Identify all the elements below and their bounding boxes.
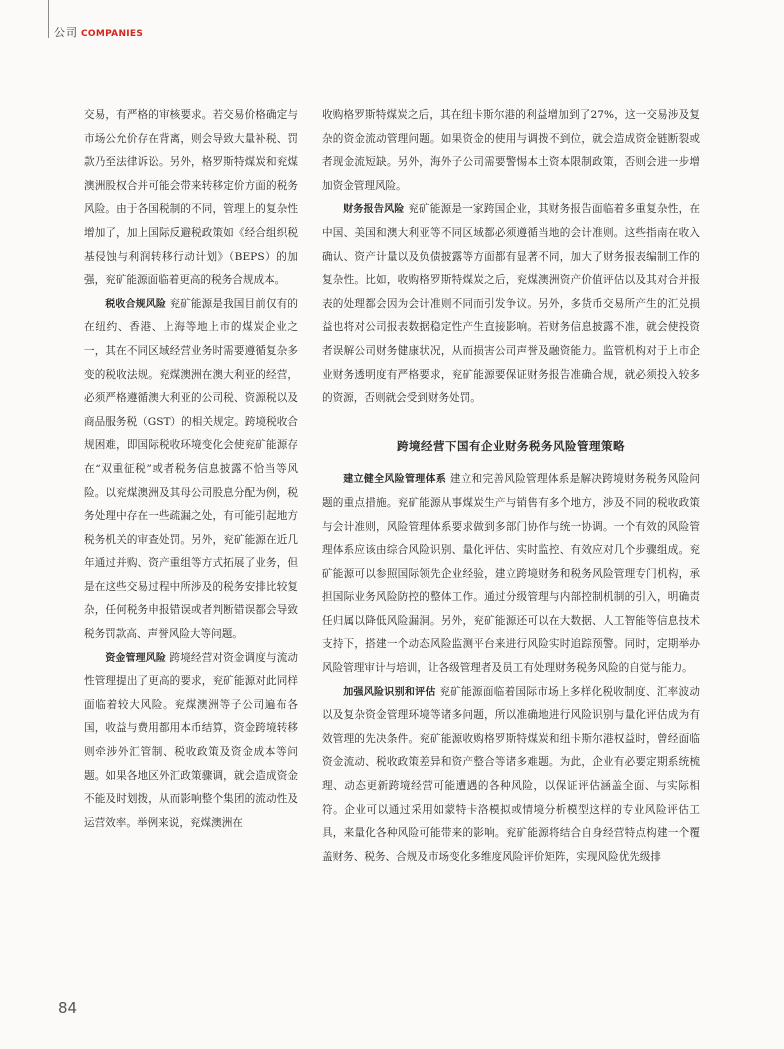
running-header xyxy=(54,26,143,41)
paragraph-body: 兖矿能源面临着国际市场上多样化税收制度、汇率波动以及复杂资金管理环境等诸多问题，所以准确地进行风险识别与量化评估成为有效管理的先决条件。兖矿能源收购格罗斯特煤炭和纽卡斯尔港权益时，曾经面临资金流动、税收政策差异和资产整合等诸多难题。为此，企业有必要定期系统梳理、动态更新跨境经营可能遭遇的各种风险，以保证评估涵盖全面、与实际相符。企业可以通过采用如蒙特卡洛模拟或情境分析模型这样的专业风险评估工具，来量化各种风险可能带来的影响。兖矿能源将结合自身经营特点构建一个覆盖财务、税务、合规及市场变化多维度风险评价矩阵，实现风险优先级排 xyxy=(322,685,701,863)
right-column xyxy=(322,104,700,984)
margin-rule xyxy=(48,0,49,38)
paragraph-lead: 财务报告风险 xyxy=(343,204,405,216)
paragraph-body: 跨境经营对资金调度与流动性管理提出了更高的要求，兖矿能源对此同样面临着较大风险。兖煤澳洲等子公司遍布各国，收益与费用都用本币结算，资金跨境转移则牵涉外汇管制、税收政策及资金成本等问题。如果各地区外汇政策骤调，就会造成资金不能及时划拨，从而影响整个集团的流动性及运营效率。举例来说，兖煤澳洲在 xyxy=(84,651,299,829)
paragraph-body: 建立和完善风险管理体系是解决跨境财务税务风险问题的重点措施。兖矿能源从事煤炭生产与销售有多个地方，涉及不同的税收政策与会计准则，风险管理体系要求做到多部门协作与统一协调。一个有效的风险管理体系应该由综合风险识别、量化评估、实时监控、有效应对几个步骤组成。兖矿能源可以参照国际领先企业经验，建立跨境财务和税务风险管理专门机构，承担国际业务风险防控的整体工作。通过分级管理与内部控制机制的引入，明确责任归属以降低风险漏洞。另外，兖矿能源还可以在大数据、人工智能等信息技术支持下，搭建一个动态风险监测平台来进行风险实时追踪预警。同时，定期举办风险管理审计与培训，让各级管理者及员工有处理财务税务风险的自觉与能力。 xyxy=(322,473,701,675)
left-column xyxy=(84,104,299,829)
section-label-en: COMPANIES xyxy=(81,29,144,39)
paragraph: 收购格罗斯特煤炭之后，其在纽卡斯尔港的利益增加到了27%，这一交易涉及复杂的资金流动管理问题。如果资金的使用与调拨不到位，就会造成资金链断裂或者现金流短缺。另外，海外子公司需要警惕本土资本限制政策，否则会进一步增加资金管理风险。 xyxy=(322,109,700,192)
section-heading: 跨境经营下国有企业财务税务风险管理策略 xyxy=(397,438,625,453)
section-label-zh: 公司 xyxy=(54,26,78,39)
paragraph xyxy=(84,647,298,836)
paragraph-body: 兖矿能源是我国目前仅有的在纽约、香港、上海等地上市的煤炭企业之一，其在不同区域经营业务时需要遵循复杂多变的税收法规。兖煤澳洲在澳大利亚的经营，必须严格遵循澳大利亚的公司税、资源税以及商品服务税（GST）的相关规定。跨境税收合规困难，即国际税收环境变化会使兖矿能源存在“双重征税”或者税务信息披露不恰当等风险。以兖煤澳洲及其母公司股息分配为例，税务处理中存在一些疏漏之处，有可能引起地方税务机关的审查处罚。另外，兖矿能源在近几年通过并购、资产重组等方式拓展了业务，但是在这些交易过程中所涉及的税务安排比较复杂，任何税务申报错误或者判断错误都会导致税务罚款高、声誉风险大等问题。 xyxy=(84,297,299,641)
paragraph xyxy=(322,468,700,680)
paragraph: 交易，有严格的审核要求。若交易价格确定与市场公允价存在背离，则会导致大量补税、罚款乃至法律诉讼。另外，格罗斯特煤炭和兖煤澳洲股权合并可能会带来转移定价方面的税务风险。由于各国税制的不同，管理上的复杂性增加了，加上国际反避税政策如《经合组织税基侵蚀与利润转移行动计划》（BEPS）的加强，兖矿能源面临着更高的税务合规成本。 xyxy=(84,109,298,287)
page-number: 84 xyxy=(58,999,78,1017)
paragraph-lead: 税收合规风险 xyxy=(105,298,166,310)
paragraph xyxy=(322,198,700,410)
paragraph xyxy=(322,681,700,870)
paragraph-lead: 资金管理风险 xyxy=(105,652,166,664)
paragraph-body: 兖矿能源是一家跨国企业，其财务报告面临着多重复杂性，在中国、美国和澳大利亚等不同区域都必须遵循当地的会计准则。这些指南在收入确认、资产计量以及负债披露等方面都有显著不同，加大了财务报表编制工作的复杂性。比如，收购格罗斯特煤炭之后，兖煤澳洲资产价值评估以及其对合并报表的处理都会因为会计准则不同而引发争议。另外，多货币交易所产生的汇兑损益也将对公司报表数据稳定性产生直接影响。若财务信息披露不准，就会使投资者误解公司财务健康状况，从而损害公司声誉及融资能力。监管机构对于上市企业财务透明度有严格要求，兖矿能源要保证财务报告准确合规，就必须投入较多的资源，否则就会受到财务处罚。 xyxy=(322,203,701,405)
paragraph-lead: 建立健全风险管理体系 xyxy=(343,474,447,486)
paragraph xyxy=(84,293,298,647)
paragraph-lead: 加强风险识别和评估 xyxy=(343,686,436,698)
